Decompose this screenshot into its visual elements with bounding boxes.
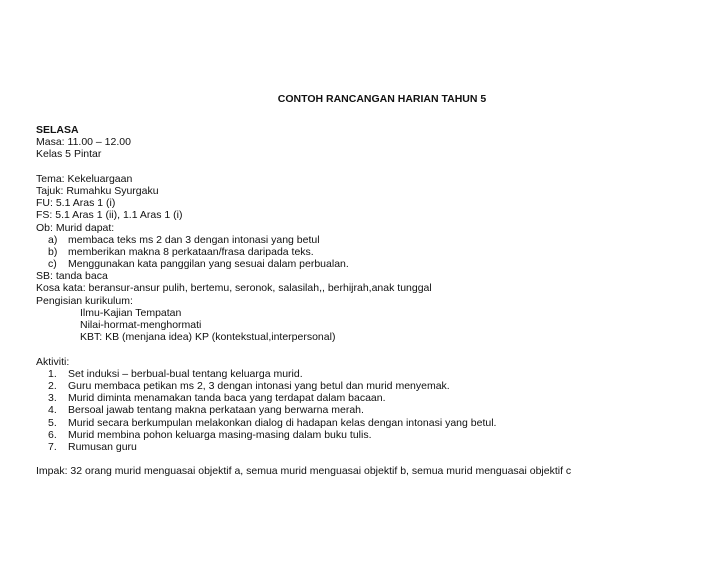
objective-text: Menggunakan kata panggilan yang sesuai dalam perbualan. xyxy=(68,258,349,271)
list-marker: c) xyxy=(48,258,57,271)
activity-text: Murid secara berkumpulan melakonkan dialog di hadapan kelas dengan intonasi yang betul. xyxy=(68,416,497,429)
kosa-kata-line: Kosa kata: beransur-ansur pulih, bertemu, seronok, salasilah,, berhijrah,anak tunggal xyxy=(36,282,432,295)
list-marker: 7. xyxy=(48,440,57,453)
activity-text: Murid diminta menamakan tanda baca yang terdapat dalam bacaan. xyxy=(68,392,386,405)
activity-text: Guru membaca petikan ms 2, 3 dengan intonasi yang betul dan murid menyemak. xyxy=(68,379,450,392)
spacer xyxy=(36,161,716,173)
activity-item xyxy=(36,368,716,380)
pengisian-item: Ilmu-Kajian Tempatan xyxy=(80,306,182,319)
activity-item xyxy=(36,404,716,416)
activity-text: Rumusan guru xyxy=(68,440,137,453)
activity-item xyxy=(36,429,716,441)
sb-line: SB: tanda baca xyxy=(36,270,108,283)
activity-text: Set induksi – berbual-bual tentang keluarga murid. xyxy=(68,367,303,380)
pengisian-item: Nilai-hormat-menghormati xyxy=(80,319,202,331)
list-marker: b) xyxy=(48,245,58,258)
spacer xyxy=(36,453,716,465)
list-marker: a) xyxy=(48,233,58,246)
list-marker: 5. xyxy=(48,416,57,429)
activity-item xyxy=(36,392,716,404)
activity-text: Murid membina pohon keluarga masing-masing dalam buku tulis. xyxy=(68,428,372,441)
impak-line: Impak: 32 orang murid menguasai objektif a, semua murid menguasai objektif b, semua murid menguasai objektif c xyxy=(36,465,572,478)
masa-line: Masa: 11.00 – 12.00 xyxy=(36,136,131,149)
list-marker: 2. xyxy=(48,379,57,392)
list-marker: 4. xyxy=(48,404,57,417)
pengisian-heading: Pengisian kurikulum: xyxy=(36,294,133,307)
activity-item xyxy=(36,380,716,392)
tajuk-line: Tajuk: Rumahku Syurgaku xyxy=(36,184,159,197)
activity-item xyxy=(36,417,716,429)
objective-item xyxy=(36,234,716,246)
objective-text: memberikan makna 8 perkataan/frasa daripada teks. xyxy=(68,245,314,258)
activity-text: Bersoal jawab tentang makna perkataan yang berwarna merah. xyxy=(68,404,364,417)
fs-line: FS: 5.1 Aras 1 (ii), 1.1 Aras 1 (i) xyxy=(36,209,183,222)
list-marker: 3. xyxy=(48,392,57,405)
objective-item xyxy=(36,258,716,270)
objective-text: membaca teks ms 2 dan 3 dengan intonasi yang betul xyxy=(68,233,320,246)
kelas-line: Kelas 5 Pintar xyxy=(36,148,102,161)
tema-line: Tema: Kekeluargaan xyxy=(36,172,133,185)
activity-item xyxy=(36,441,716,453)
list-marker: 6. xyxy=(48,428,57,441)
fu-line: FU: 5.1 Aras 1 (i) xyxy=(36,197,116,210)
list-marker: 1. xyxy=(48,367,57,380)
page-title: CONTOH RANCANGAN HARIAN TAHUN 5 xyxy=(277,93,487,105)
ob-heading: Ob: Murid dapat: xyxy=(36,221,115,234)
aktiviti-heading: Aktiviti: xyxy=(36,355,70,368)
day-heading: SELASA xyxy=(36,124,79,136)
pengisian-item: KBT: KB (menjana idea) KP (kontekstual,interpersonal) xyxy=(80,331,336,344)
document-body xyxy=(36,124,716,477)
spacer xyxy=(36,343,716,355)
objective-item xyxy=(36,246,716,258)
